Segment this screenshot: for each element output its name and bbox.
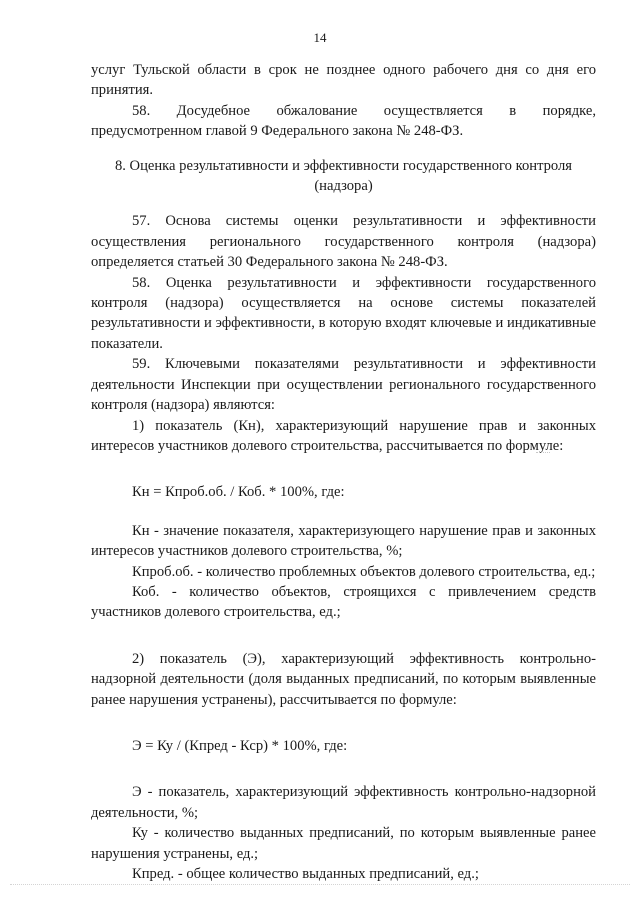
scan-artifact <box>536 452 550 454</box>
definition-kpred: Кпред. - общее количество выданных предписаний, ед.; <box>132 866 479 882</box>
paragraph-59: 59. Ключевыми показателями результативности и эффективности деятельности Инспекции при осуществлении регионального государственного контроля (надзора) являются: <box>91 356 596 414</box>
section-heading: 8. Оценка результативности и эффективности государственного контроля (надзора) <box>114 157 573 195</box>
definition-kprob: Кпроб.об. - количество проблемных объектов долевого строительства, ед.; <box>132 563 596 580</box>
paragraph-58-evaluation: 58. Оценка результативности и эффективности государственного контроля (надзора) осуществляется на основе системы показателей результативности и эффективности, в которую входят ключевые и индикативные показатели. <box>91 274 596 352</box>
definition-ku: Ку - количество выданных предписаний, по которым выявленные ранее нарушения устранены, ед.; <box>91 825 596 862</box>
page-number: 14 <box>313 30 327 45</box>
definition-kob: Коб. - количество объектов, строящихся с привлечением средств участников долевого строительства, ед.; <box>91 583 596 621</box>
definition-e: Э - показатель, характеризующий эффективность контрольно-надзорной деятельности, %; <box>91 784 596 821</box>
paragraph-item-1: 1) показатель (Кн), характеризующий нарушение прав и законных интересов участников долевого строительства, рассчитывается по формуле: <box>91 417 596 454</box>
scan-edge-artifact <box>10 884 630 887</box>
definition-kn: Кн - значение показателя, характеризующего нарушение прав и законных интересов участников долевого строительства, %; <box>91 522 596 560</box>
formula-e: Э = Ку / (Кпред - Кср) * 100%, где: <box>132 737 348 754</box>
paragraph-item-2: 2) показатель (Э), характеризующий эффективность контрольно-надзорной деятельности (доля выданных предписаний, по которым выявленные ранее нарушения устранены), рассчитывается по формуле: <box>91 650 596 708</box>
paragraph-continuation: услуг Тульской области в срок не позднее одного рабочего дня со дня его принятия. <box>91 62 596 99</box>
document-body <box>91 60 596 884</box>
paragraph-57: 57. Основа системы оценки результативности и эффективности осуществления регионального государственного контроля (надзора) определяется статьей 30 Федерального закона № 248-ФЗ. <box>91 213 596 271</box>
paragraph-58-appeal: 58. Досудебное обжалование осуществляется в порядке, предусмотренном главой 9 Федерального закона № 248-ФЗ. <box>91 102 596 140</box>
formula-kn: Кн = Кпроб.об. / Коб. * 100%, где: <box>132 484 345 501</box>
